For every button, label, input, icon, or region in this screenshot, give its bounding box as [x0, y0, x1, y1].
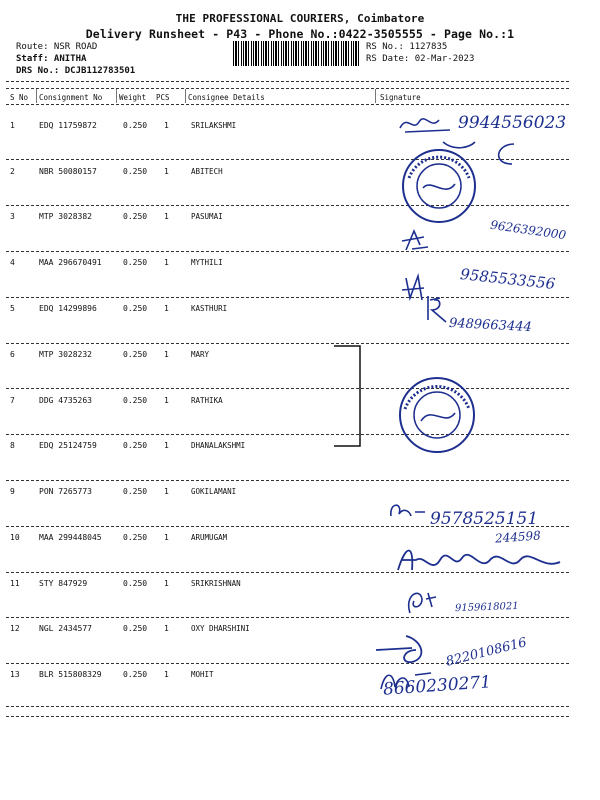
- rubber-stamp: [401, 148, 481, 228]
- row-weight: 0.250: [123, 121, 148, 130]
- column-header-consignee: Consignee Details: [188, 93, 265, 102]
- row-pcs: 1: [164, 167, 169, 176]
- signature-scribble: [490, 140, 520, 170]
- row-pcs: 1: [164, 212, 169, 221]
- row-divider: [6, 251, 569, 252]
- column-separator: [116, 89, 117, 103]
- row-sno: 7: [10, 396, 15, 405]
- signature-scribble: [392, 540, 572, 580]
- row-consignment: PON 7265773: [39, 487, 92, 496]
- row-pcs: 1: [164, 350, 169, 359]
- signature-scribble: [400, 585, 450, 620]
- row-consignment: DDG 4735263: [39, 396, 92, 405]
- row-sno: 3: [10, 212, 15, 221]
- row-weight: 0.250: [123, 350, 148, 359]
- row-sno: 2: [10, 167, 15, 176]
- signature-scribble: [372, 630, 442, 670]
- row-weight: 0.250: [123, 624, 148, 633]
- bracket-mark: [330, 342, 370, 452]
- row-divider: [6, 343, 569, 344]
- row-divider: [6, 297, 569, 298]
- row-consignment: MTP 3028232: [39, 350, 92, 359]
- row-pcs: 1: [164, 121, 169, 130]
- table-row: [0, 350, 600, 396]
- row-consignment: MAA 296670491: [39, 258, 102, 267]
- handwritten-phone: 9626392000: [489, 217, 567, 243]
- staff-label: Staff: ANITHA: [16, 54, 87, 64]
- row-consignment: BLR 515808329: [39, 670, 102, 679]
- row-weight: 0.250: [123, 487, 148, 496]
- row-consignment: MAA 299448045: [39, 533, 102, 542]
- row-consignee: SRILAKSHMI: [191, 121, 237, 130]
- handwritten-phone: 9489663444: [448, 315, 533, 336]
- company-title: THE PROFESSIONAL COURIERS, Coimbatore: [175, 12, 425, 25]
- row-divider: [6, 663, 569, 664]
- handwritten-phone: 9578525151: [430, 509, 539, 529]
- runsheet-title: Delivery Runsheet - P43 - Phone No.:0422-3505555 - Page No.:1: [85, 27, 515, 41]
- column-header-signature: Signature: [380, 93, 421, 102]
- row-divider: [6, 617, 569, 618]
- row-consignment: EDQ 25124759: [39, 441, 97, 450]
- column-header-pcs: PCS: [156, 93, 170, 102]
- row-consignee: SRIKRISHNAN: [191, 579, 241, 588]
- table-row: [0, 167, 600, 213]
- row-consignee: GOKILAMANI: [191, 487, 237, 496]
- signature-scribble: [375, 665, 445, 695]
- table-row: [0, 670, 600, 716]
- row-consignee: OXY DHARSHINI: [191, 624, 250, 633]
- handwritten-phone: 9944556023: [458, 113, 567, 133]
- row-consignment: EDQ 14299896: [39, 304, 97, 313]
- row-weight: 0.250: [123, 167, 148, 176]
- route-label: Route: NSR ROAD: [16, 42, 98, 52]
- drs-number: DRS No.: DCJB112783501: [16, 66, 136, 76]
- column-header-consignment: Consignment No: [39, 93, 103, 102]
- row-sno: 9: [10, 487, 15, 496]
- row-pcs: 1: [164, 670, 169, 679]
- row-consignment: MTP 3028382: [39, 212, 92, 221]
- row-weight: 0.250: [123, 396, 148, 405]
- header-divider: [6, 88, 569, 89]
- barcode: [233, 41, 361, 66]
- handwritten-phone: 244598: [494, 528, 542, 546]
- row-consignee: MARY: [191, 350, 210, 359]
- table-bottom-divider: [6, 716, 569, 717]
- row-sno: 1: [10, 121, 15, 130]
- signature-scribble: [420, 292, 450, 327]
- row-weight: 0.250: [123, 441, 148, 450]
- row-sno: 13: [10, 670, 20, 679]
- row-pcs: 1: [164, 304, 169, 313]
- row-pcs: 1: [164, 441, 169, 450]
- row-consignment: NBR 50080157: [39, 167, 97, 176]
- row-divider: [6, 205, 569, 206]
- row-weight: 0.250: [123, 304, 148, 313]
- column-separator: [185, 89, 186, 103]
- row-sno: 10: [10, 533, 20, 542]
- row-pcs: 1: [164, 258, 169, 267]
- row-consignment: EDQ 11759872: [39, 121, 97, 130]
- row-pcs: 1: [164, 487, 169, 496]
- handwritten-phone: 9585533556: [459, 265, 557, 293]
- signature-scribble: [385, 498, 435, 528]
- row-sno: 4: [10, 258, 15, 267]
- row-weight: 0.250: [123, 670, 148, 679]
- rubber-stamp: [397, 375, 477, 455]
- column-header-weight: Weight: [119, 93, 147, 102]
- row-consignee: MYTHILI: [191, 258, 223, 267]
- row-consignee: ARUMUGAM: [191, 533, 228, 542]
- row-weight: 0.250: [123, 533, 148, 542]
- row-pcs: 1: [164, 624, 169, 633]
- column-separator: [36, 89, 37, 103]
- row-sno: 6: [10, 350, 15, 359]
- row-divider: [6, 159, 569, 160]
- rs-date: RS Date: 02-Mar-2023: [366, 54, 475, 64]
- handwritten-phone: 8220108616: [444, 635, 529, 670]
- row-divider: [6, 434, 569, 435]
- row-consignee: KASTHURI: [191, 304, 228, 313]
- row-pcs: 1: [164, 396, 169, 405]
- row-weight: 0.250: [123, 258, 148, 267]
- row-divider: [6, 388, 569, 389]
- header-bottom-divider: [6, 104, 569, 105]
- row-consignment: NGL 2434577: [39, 624, 92, 633]
- row-consignee: MOHIT: [191, 670, 214, 679]
- handwritten-phone: 8660230271: [382, 672, 492, 700]
- row-weight: 0.250: [123, 579, 148, 588]
- row-sno: 12: [10, 624, 20, 633]
- signature-scribble: [398, 225, 438, 255]
- header-top-divider: [6, 81, 569, 82]
- row-pcs: 1: [164, 579, 169, 588]
- handwritten-phone: 9159618021: [454, 600, 519, 615]
- rs-number: RS No.: 1127835: [366, 42, 448, 52]
- row-weight: 0.250: [123, 212, 148, 221]
- row-sno: 8: [10, 441, 15, 450]
- row-divider: [6, 706, 569, 707]
- row-consignee: DHANALAKSHMI: [191, 441, 246, 450]
- table-row: [0, 396, 600, 442]
- row-sno: 5: [10, 304, 15, 313]
- row-pcs: 1: [164, 533, 169, 542]
- column-separator: [375, 89, 376, 103]
- row-consignment: STY 847929: [39, 579, 88, 588]
- row-consignee: RATHIKA: [191, 396, 223, 405]
- row-divider: [6, 480, 569, 481]
- row-sno: 11: [10, 579, 20, 588]
- column-header-sno: S No: [10, 93, 29, 102]
- row-consignee: PASUMAI: [191, 212, 223, 221]
- row-consignee: ABITECH: [191, 167, 223, 176]
